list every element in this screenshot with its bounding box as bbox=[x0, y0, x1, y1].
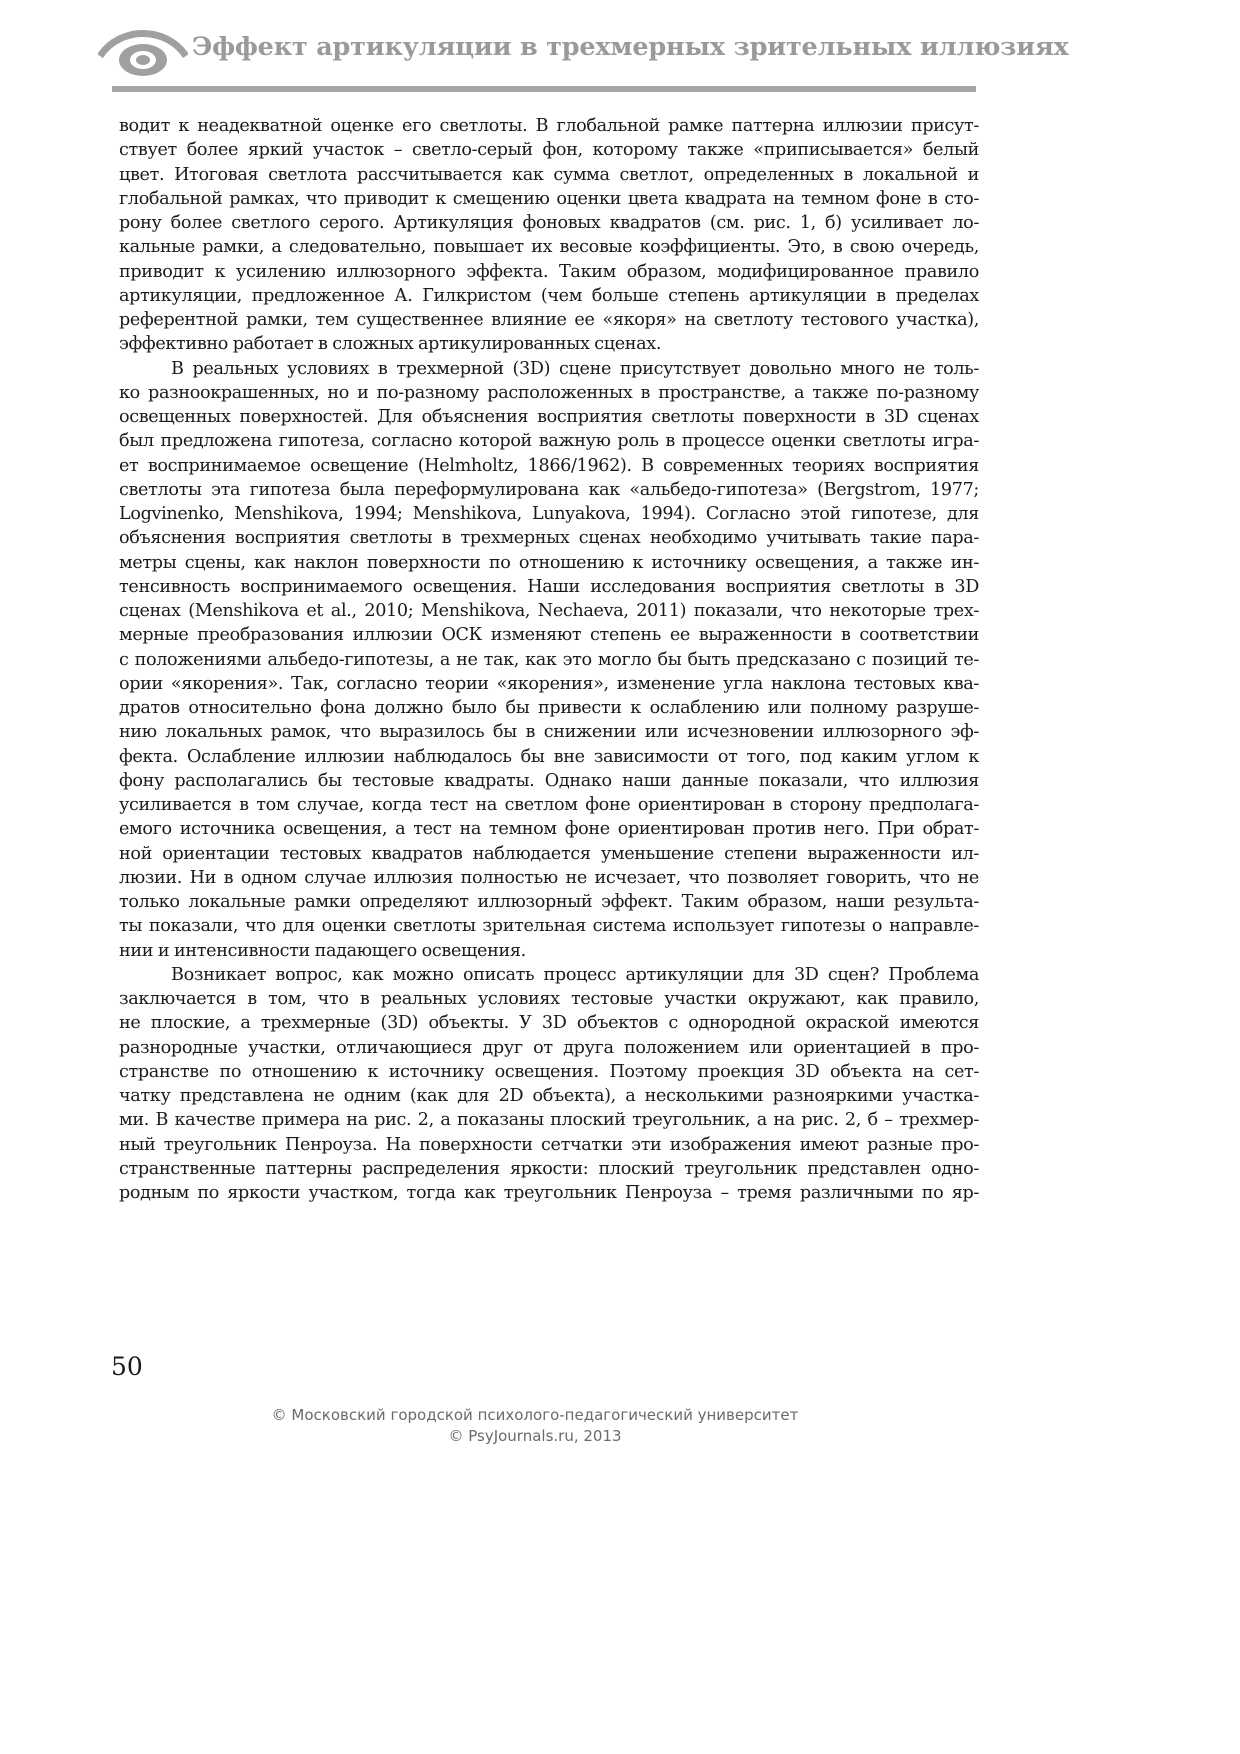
footer-line-university: © Московский городской психолого-педагогический университет bbox=[271, 1406, 799, 1424]
text-line: Возникает вопрос, как можно описать процесс артикуляции для 3D сцен? Проблема bbox=[171, 964, 979, 985]
eye-icon bbox=[98, 22, 188, 80]
text-line: родным по яркости участком, тогда как треугольник Пенроуза – тремя различными по яр- bbox=[119, 1183, 979, 1203]
text-line: ории «якорения». Так, согласно теории «якорения», изменение угла наклона тестовых ква- bbox=[119, 673, 979, 694]
text-line: приводит к усилению иллюзорного эффекта. Таким образом, модифицированное правило bbox=[119, 261, 979, 282]
page-header bbox=[98, 18, 1069, 98]
text-line: референтной рамки, тем существеннее влияние ее «якоря» на светлоту тестового участка), bbox=[119, 310, 979, 330]
text-line: не плоские, а трехмерные (3D) объекты. У 3D объектов с однородной окраской имеются bbox=[119, 1013, 979, 1034]
text-line: ной ориентации тестовых квадратов наблюдается уменьшение степени выраженности ил- bbox=[119, 843, 979, 864]
text-line: разнородные участки, отличающиеся друг от друга положением или ориентацией в про- bbox=[119, 1037, 979, 1058]
text-line: сценах (Menshikova et al., 2010; Menshikova, Nechaeva, 2011) показали, что некоторые трех- bbox=[119, 601, 979, 621]
text-line: Logvinenko, Menshikova, 1994; Menshikova, Lunyakova, 1994). Согласно этой гипотезе, для bbox=[119, 504, 979, 524]
body-text bbox=[119, 114, 979, 1205]
text-line: странстве по отношению к источнику освещения. Поэтому проекция 3D объекта на сет- bbox=[119, 1061, 979, 1082]
copyright-footer bbox=[0, 1405, 1070, 1447]
running-title: Эффект артикуляции в трехмерных зрительных иллюзиях bbox=[192, 32, 1069, 62]
header-rule bbox=[112, 86, 976, 92]
page-number: 50 bbox=[111, 1352, 143, 1381]
text-line: объяснения восприятия светлоты в трехмерных сценах необходимо учитывать такие пара- bbox=[119, 528, 979, 549]
text-line: ный треугольник Пенроуза. На поверхности сетчатки эти изображения имеют разные про- bbox=[119, 1134, 979, 1155]
text-line: ко разноокрашенных, но и по-разному расположенных в пространстве, а также по-разному bbox=[119, 382, 979, 403]
text-line: нии и интенсивности падающего освещения. bbox=[119, 940, 526, 961]
text-line: дратов относительно фона должно было бы привести к ослаблению или полному разруше- bbox=[119, 698, 979, 718]
text-line: ми. В качестве примера на рис. 2, а показаны плоский треугольник, а на рис. 2, б – трехмер- bbox=[119, 1110, 979, 1131]
text-line: ты показали, что для оценки светлоты зрительная система использует гипотезы о направле- bbox=[119, 916, 979, 937]
text-line: с положениями альбедо-гипотезы, а не так, как это могло бы быть предсказано с позиций те- bbox=[119, 649, 979, 670]
text-line: ствует более яркий участок – светло-серый фон, которому также «приписывается» белый bbox=[119, 140, 979, 161]
text-line: рону более светлого серого. Артикуляция фоновых квадратов (см. рис. 1, б) усиливает ло- bbox=[119, 213, 979, 233]
text-line: люзии. Ни в одном случае иллюзия полностью не исчезает, что позволяет говорить, что не bbox=[119, 867, 979, 888]
text-line: глобальной рамках, что приводит к смещению оценки цвета квадрата на темном фоне в сто- bbox=[119, 188, 979, 209]
text-line: артикуляции, предложенное А. Гилкристом (чем больше степень артикуляции в пределах bbox=[119, 285, 979, 306]
footer-line-journal: © PsyJournals.ru, 2013 bbox=[448, 1427, 622, 1445]
text-line: тенсивность воспринимаемого освещения. Наши исследования восприятия светлоты в 3D bbox=[119, 576, 979, 597]
text-line: странственные паттерны распределения яркости: плоский треугольник представлен одно- bbox=[119, 1158, 979, 1179]
text-line: фону располагались бы тестовые квадраты. Однако наши данные показали, что иллюзия bbox=[119, 770, 979, 791]
text-line: ет воспринимаемое освещение (Helmholtz, 1866/1962). В современных теориях восприятия bbox=[119, 455, 979, 476]
text-line: кальные рамки, а следовательно, повышает их весовые коэффициенты. Это, в свою очередь, bbox=[119, 237, 979, 258]
text-line: освещенных поверхностей. Для объяснения восприятия светлоты поверхности в 3D сценах bbox=[119, 407, 979, 427]
text-line: был предложена гипотеза, согласно которой важную роль в процессе оценки светлоты игра- bbox=[119, 431, 979, 452]
text-line: водит к неадекватной оценке его светлоты. В глобальной рамке паттерна иллюзии присут- bbox=[119, 116, 979, 136]
text-line: эффективно работает в сложных артикулированных сценах. bbox=[119, 334, 662, 355]
text-line: цвет. Итоговая светлота рассчитывается как сумма светлот, определенных в локальной и bbox=[119, 164, 979, 185]
text-line: заключается в том, что в реальных условиях тестовые участки окружают, как правило, bbox=[119, 989, 979, 1009]
text-line: фекта. Ослабление иллюзии наблюдалось бы вне зависимости от того, под каким углом к bbox=[119, 746, 979, 767]
text-line: метры сцены, как наклон поверхности по отношению к источнику освещения, а также ин- bbox=[119, 552, 979, 573]
text-line: только локальные рамки определяют иллюзорный эффект. Таким образом, наши результа- bbox=[119, 892, 979, 912]
text-line: емого источника освещения, а тест на темном фоне ориентирован против него. При обрат- bbox=[119, 819, 979, 840]
text-line: мерные преобразования иллюзии ОСК изменяют степень ее выраженности в соответствии bbox=[119, 625, 979, 646]
text-line: усиливается в том случае, когда тест на светлом фоне ориентирован в сторону предполага- bbox=[119, 795, 979, 815]
text-line: чатку представлена не одним (как для 2D объекта), а несколькими разнояркими участка- bbox=[119, 1086, 979, 1106]
text-line: нию локальных рамок, что выразилось бы в снижении или исчезновении иллюзорного эф- bbox=[119, 722, 979, 743]
text-line: светлоты эта гипотеза была переформулирована как «альбедо-гипотеза» (Bergstrom, 1977; bbox=[119, 479, 979, 500]
text-line: В реальных условиях в трехмерной (3D) сцене присутствует довольно много не толь- bbox=[171, 358, 979, 379]
